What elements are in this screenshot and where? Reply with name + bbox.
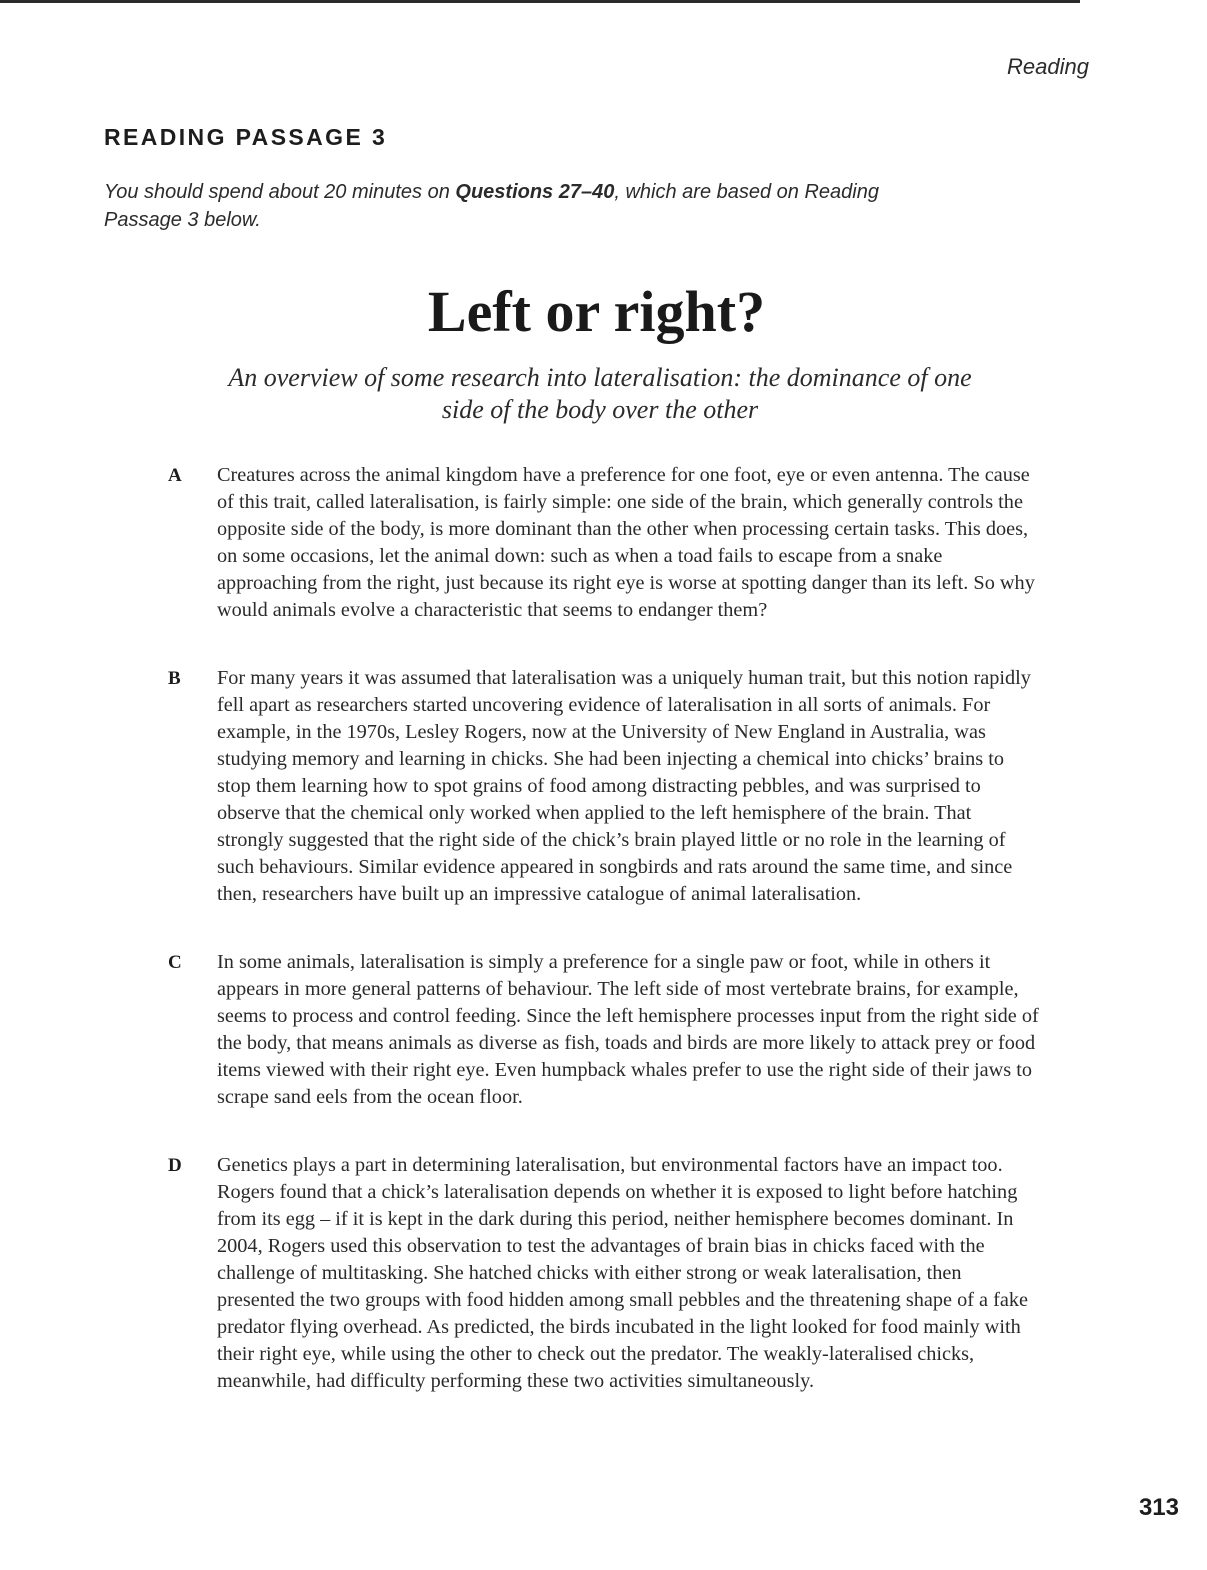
section-paragraph: Genetics plays a part in determining lateralisation, but environmental factors have an impact too. Rogers found that a chick’s lateralisation depends on whether it is exposed to light before hatching from its egg – if it is kept in the dark during this period, neither hemisphere becomes dominant. In 2004, Rogers used this observation to test the advantages of brain bias in chicks faced with the challenge of multitasking. She hatched chicks with either strong or weak lateralisation, then presented the two groups with food hidden among small pebbles and the threatening shape of a fake predator flying overhead. As predicted, the birds incubated in the light looked for food mainly with their right eye, while using the other to check out the predator. The weakly-lateralised chicks, meanwhile, had difficulty performing these two activities simultaneously. [217,1154,1029,1392]
top-rule [0,0,1080,3]
section-paragraph: Creatures across the animal kingdom have a preference for one foot, eye or even antenna. The cause of this trait, called lateralisation, is fairly simple: one side of the brain, which generally controls the opposite side of the body, is more dominant than the other when processing certain tasks. This does, on some occasions, let the animal down: such as when a toad fails to escape from a snake approaching from the right, just because its right eye is worse at spotting danger than its left. So why would animals evolve a characteristic that seems to endanger them? [217,464,1035,621]
instructions-text-end: , which are based on Reading Passage 3 below. [104,181,879,231]
article-subtitle: An overview of some research into lateralisation: the dominance of one side of the body over the other [228,363,972,424]
section-letter: B [168,668,181,689]
running-head: Reading [1007,54,1089,79]
section-paragraph: In some animals, lateralisation is simply a preference for a single paw or foot, while in others it appears in more general patterns of behaviour. The left side of most vertebrate brains, for example, seems to process and control feeding. Since the left hemisphere processes input from the right side of the body, that means animals as diverse as fish, toads and birds are more likely to attack prey or food items viewed with their right eye. Even humpback whales prefer to use the right side of their jaws to scrape sand eels from the ocean floor. [217,951,1039,1108]
article-title: Left or right? [427,279,766,344]
page-number: 313 [1138,1494,1179,1521]
section-paragraph: For many years it was assumed that lateralisation was a uniquely human trait, but this notion rapidly fell apart as researchers started uncovering evidence of lateralisation in all sorts of animals. For example, in the 1970s, Lesley Rogers, now at the University of New England in Australia, was studying memory and learning in chicks. She had been injecting a chemical into chicks’ brains to stop them learning how to spot grains of food among distracting pebbles, and was surprised to observe that the chemical only worked when applied to the left hemisphere of the brain. That strongly suggested that the right side of the chick’s brain played little or no role in the learning of such behaviours. Similar evidence appeared in songbirds and rats around the same time, and since then, researchers have built up an impressive catalogue of animal lateralisation. [217,667,1031,905]
instructions-text: You should spend about 20 minutes on [104,181,456,203]
section-letter: D [168,1155,182,1176]
passage-heading: READING PASSAGE 3 [104,124,388,150]
section-letter: C [168,952,182,973]
instructions [104,178,924,234]
instructions-questions: Questions 27–40 [455,181,615,203]
section-letter: A [168,465,182,486]
